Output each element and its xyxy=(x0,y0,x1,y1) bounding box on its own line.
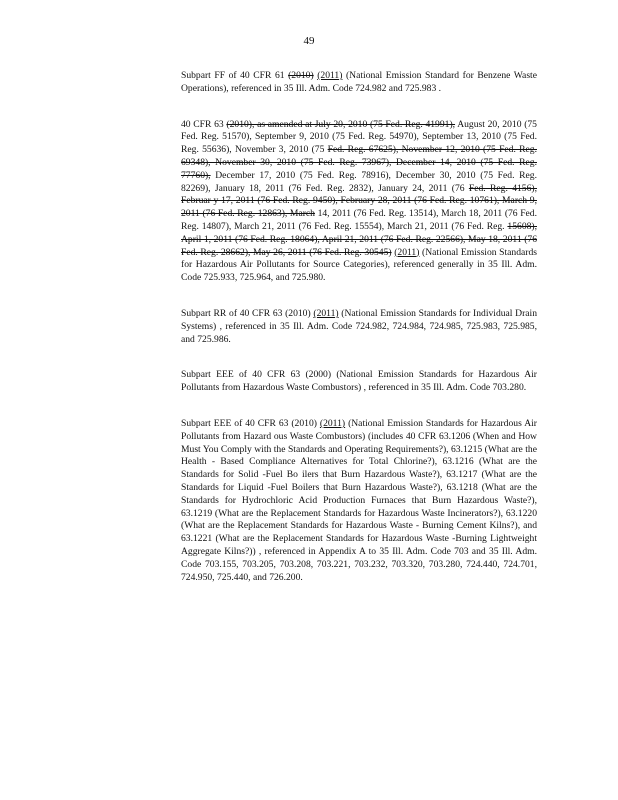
reference-entry-subpart-eee-2011 xyxy=(181,418,537,584)
inserted-text: (2011) xyxy=(317,70,343,81)
entry-text: 14, 2011 (76 Fed. Reg. 13514), March 18, 2011 (76 Fed. Reg. 14807), March 21, 2011 (76 Fed. Reg. 15554), March 21, 2011 (76 Fed. Reg. xyxy=(181,208,538,232)
inserted-text: (2011) xyxy=(319,417,346,429)
entry-text: (National Emission Standards for Individual Drain Systems) , referenced in 35 Ill. Adm. Code 724.982, 724.984, 724.985, 725.983, 725.985, and 725.986. xyxy=(181,307,537,345)
entry-text: Subpart FF of 40 CFR 61 xyxy=(181,70,289,81)
deleted-text: Fed. Reg. 4156), Februar y 17, 2011 (76 Fed. Reg. 9450), February 28, 2011 (76 Fed. Reg. 10761), March 9, 2011 (76 Fed. Reg. 12863), March xyxy=(181,182,537,220)
entry-text: Subpart RR of 40 CFR 63 (2010) xyxy=(181,307,314,319)
reference-entry-cfr-63 xyxy=(181,119,537,285)
entry-text: 40 CFR 63 xyxy=(181,118,227,130)
entry-text: (National Emission Standard for Benzene Waste Operations), referenced in 35 Ill. Adm. Code 724.982 and 725.983 . xyxy=(181,70,537,94)
inserted-text: (2011) xyxy=(313,307,339,319)
entry-text: August 20, 2010 (75 Fed. Reg. 51570), September 9, 2010 (75 Fed. Reg. 54970), September 13, 2010 (75 Fed. Reg. 55636), November 3, 2010 (75 xyxy=(181,118,537,156)
entry-text: Subpart EEE of 40 CFR 63 (2000) (National Emission Standards for Hazardous Air Pollutants from Hazardous Waste Combustors) , referenced in 35 Ill. Adm. Code 703.280. xyxy=(181,369,537,394)
entry-text: Subpart EEE of 40 CFR 63 (2010) xyxy=(181,417,320,429)
inserted-text: (2011) xyxy=(394,246,420,258)
document-body xyxy=(181,70,537,607)
deleted-text: 15608), April 1, 2011 (76 Fed. Reg. 18064), April 21, 2011 (76 Fed. Reg. 22566), May 18, 2011 (76 Fed. Reg. 28662), May 26, 2011 (76 Fed. Reg. 30545) xyxy=(181,220,537,258)
reference-entry-subpart-ff xyxy=(181,70,537,96)
entry-text: December 17, 2010 (75 Fed. Reg. 78916), December 30, 2010 (75 Fed. Reg. 82269), January 18, 2011 (76 Fed. Reg. 2832), January 24, 2011 (76 xyxy=(181,169,537,194)
deleted-text: Fed. Reg. 67625), November 12, 2010 (75 Fed. Reg. 69348), November 30, 2010 (75 Fed. Reg. 73967), December 14, 2010 (75 Fed. Reg. 77760), xyxy=(181,144,537,181)
entry-text: (National Emission Standards for Hazardous Air Pollutants for Source Categories), referenced generally in 35 Ill. Adm. Code 725.933, 725.964, and 725.980. xyxy=(181,246,538,284)
reference-entry-subpart-eee-2000 xyxy=(181,369,537,395)
deleted-text: (2010), as amended at July 20, 2010 (75 Fed. Reg. 41991), xyxy=(226,118,456,130)
page-number: 49 xyxy=(303,35,315,47)
reference-entry-subpart-rr xyxy=(181,308,537,346)
deleted-text: (2010) xyxy=(288,70,314,81)
entry-text: (National Emission Standards for Hazardous Air Pollutants from Hazard ous Waste Combustors) (includes 40 CFR 63.1206 (When and How Must You Comply with the Standards and Operating Requirements?), 63.1215 (What are the Health - Based Compliance Alternatives for Total Chlorine?), 63.1216 (What are the Standards for Solid -Fuel Bo ilers that Burn Hazardous Waste?), 63.1217 (What are the Standards for Liquid -Fuel Boilers that Burn Hazardous Waste?), 63.1218 (What are the Standards for Hydrochloric Acid Production Furnaces that Burn Hazardous Waste?), 63.1219 (What are the Replacement Standards for Hazardous Waste Incinerators?), 63.1220 (What are the Replacement Standards for Hazardous Waste - Burning Cement Kilns?), and 63.1221 (What are the Replacement Standards for Hazardous Waste -Burning Lightweight Aggregate Kilns?)) , referenced in Appendix A to 35 Ill. Adm. Code 703 and 35 Ill. Adm. Code 703.155, 703.205, 703.208, 703.221, 703.232, 703.320, 703.280, 724.440, 724.701, 724.950, 725.440, and 726.200. xyxy=(181,417,538,583)
